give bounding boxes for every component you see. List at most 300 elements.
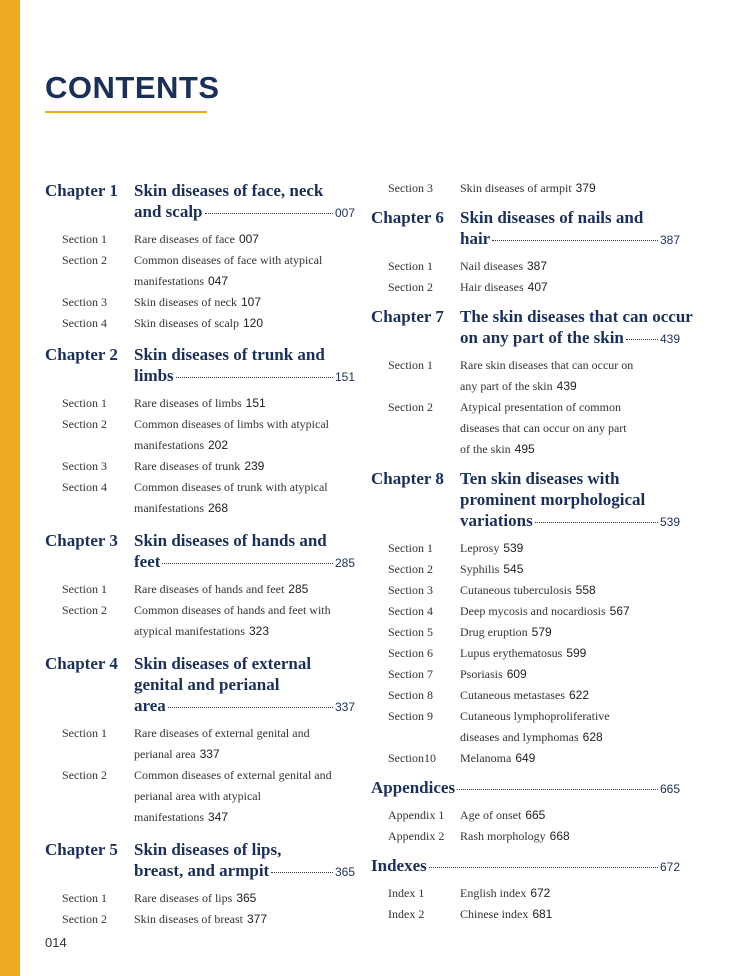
section-body [460,256,680,277]
section-list [371,538,680,769]
section-list [45,393,355,519]
section-entry [371,883,680,904]
chapter-title-entry-line [134,860,355,883]
section-label: Section 2 [62,253,107,267]
section-label: Section 8 [388,688,433,702]
section-page-number: 337 [199,747,220,761]
chapter-entry [45,180,355,224]
section-page-number: 347 [207,810,229,824]
section-body [460,904,680,925]
dot-leader [176,377,333,378]
section-list [45,229,355,334]
section-body [460,805,680,826]
chapter-entry [45,653,355,718]
dot-leader [535,522,658,523]
section-text: Rash morphology [460,829,546,843]
chapter-title-entry-line [134,201,355,224]
section-label: Index 1 [388,886,425,900]
section-text: manifestations [134,501,204,515]
section-entry-line [134,807,355,828]
section-body [460,826,680,847]
section-label: Section 3 [388,583,433,597]
chapter-entry [371,468,680,533]
dot-leader [429,867,658,868]
section-page-number: 377 [246,912,268,926]
dot-leader [162,563,333,564]
section-page-number: 285 [288,582,309,596]
chapter-title-entry-line [134,695,355,718]
section-entry-line [460,538,680,559]
section-body [134,909,355,930]
chapter-title [134,344,355,388]
chapter-title-page-number: 439 [659,332,680,346]
chapter-label: Chapter 8 [371,469,444,488]
section-body [460,397,680,460]
back-matter-page-number: 665 [659,782,680,796]
chapter-title-entry-line [134,551,355,574]
section-page-number: 268 [207,501,229,515]
chapter-label: Chapter 3 [45,531,118,550]
section-label: Section 4 [62,316,107,330]
section-entry-line [460,904,680,925]
section-entry-line [134,456,355,477]
chapter-label: Chapter 4 [45,654,118,673]
section-text: Deep mycosis and nocardiosis [460,604,606,618]
back-matter-title-text: Indexes [371,856,427,875]
back-matter-list [371,805,680,847]
section-entry-line [134,621,355,642]
section-text: Rare diseases of face [134,232,235,246]
section-page-number: 151 [245,396,266,410]
section-body [460,643,680,664]
section-text: Rare diseases of limbs [134,396,242,410]
section-entry [371,706,680,748]
section-body [460,601,680,622]
chapter-title-text: Skin diseases of nails and [460,208,644,227]
section-text: atypical manifestations [134,624,245,638]
toc-left-column [45,180,355,930]
section-body [460,277,680,298]
chapter-title-text: on any part of the skin [460,328,624,347]
section-entry [371,904,680,925]
section-list [45,888,355,930]
section-label: Section 2 [388,400,433,414]
section-label: Section 3 [62,295,107,309]
section-list [45,723,355,828]
section-entry [45,414,355,456]
title-underline [45,111,207,113]
section-body [460,706,680,748]
section-text: Hair diseases [460,280,524,294]
section-text: Chinese index [460,907,529,921]
chapter-title-text: variations [460,511,533,530]
chapter-label: Chapter 2 [45,345,118,364]
section-entry-line [134,313,355,334]
section-text: Skin diseases of armpit [460,181,572,195]
chapter-title-page-number: 285 [334,556,355,570]
section-text: Rare diseases of hands and feet [134,582,285,596]
chapter-title-page-number: 365 [334,865,355,879]
section-entry [45,765,355,828]
section-page-number: 579 [531,625,552,639]
section-entry [45,229,355,250]
section-entry [371,601,680,622]
dot-leader [168,707,333,708]
section-body [134,292,355,313]
section-page-number: 649 [515,751,536,765]
section-entry [45,250,355,292]
section-list [371,355,680,460]
section-entry-line [134,292,355,313]
page-number: 014 [45,935,67,950]
section-entry-line [460,883,680,904]
section-entry-line [134,271,355,292]
section-body [460,538,680,559]
section-entry-line [134,393,355,414]
section-page-number: 202 [207,438,229,452]
section-entry [371,826,680,847]
section-label: Section 5 [388,625,433,639]
chapter-title [460,306,693,350]
chapter-entry [45,530,355,574]
chapter-title-text: hair [460,229,491,248]
section-page-number: 323 [248,624,269,638]
section-text: Nail diseases [460,259,523,273]
section-text: Cutaneous metastases [460,688,565,702]
chapter-title-page-number: 151 [334,370,355,384]
section-label: Section 2 [62,417,107,431]
section-entry-line [134,888,355,909]
chapter-title-page-number: 387 [659,233,680,247]
section-body [134,888,355,909]
section-text: Rare diseases of external genital and [134,726,310,740]
chapter-title-text: Skin diseases of lips, [134,840,282,859]
back-matter-title [371,855,680,878]
section-label: Section 2 [62,603,107,617]
chapter-title-text: limbs [134,366,174,385]
section-entry-line [460,805,680,826]
chapter-title-text: breast, and armpit [134,861,270,880]
section-entry-line [460,256,680,277]
chapter-title-entry-line [460,510,680,533]
chapter-entry [371,207,680,251]
section-body [134,765,355,828]
chapter-title-text: area [134,696,166,715]
section-entry [371,397,680,460]
section-entry [45,723,355,765]
chapter-title-text: Skin diseases of trunk and [134,345,325,364]
section-label: Section 1 [62,232,107,246]
chapter-title-text: prominent morphological [460,490,646,509]
section-text: Common diseases of trunk with atypical [134,480,328,494]
section-entry-line [460,559,680,580]
section-text: perianal area [134,747,196,761]
section-label: Section 2 [388,562,433,576]
section-body [134,250,355,292]
accent-side-bar [0,0,20,976]
section-page-number: 387 [526,259,548,273]
section-text: Skin diseases of neck [134,295,237,309]
section-text: manifestations [134,810,204,824]
section-label: Section 7 [388,667,433,681]
chapter-title [460,207,680,251]
section-page-number: 567 [609,604,630,618]
section-body [460,580,680,601]
section-text: English index [460,886,527,900]
section-text: Syphilis [460,562,500,576]
chapter-title-page-number: 539 [659,515,680,529]
chapter-entry [45,344,355,388]
section-label: Section 1 [62,726,107,740]
section-text: Melanoma [460,751,512,765]
chapter-title-text: The skin diseases that can occur [460,307,693,326]
section-entry [45,456,355,477]
section-label: Section 1 [388,259,433,273]
section-text: Rare diseases of lips [134,891,233,905]
dot-leader [271,872,333,873]
section-entry [371,685,680,706]
section-entry-line [460,277,680,298]
chapter-title-entry-line [460,228,680,251]
back-matter-list [371,883,680,925]
section-entry [371,178,680,199]
section-label: Section 3 [388,181,433,195]
section-entry [45,292,355,313]
section-text: diseases and lymphomas [460,730,579,744]
section-entry-line [460,580,680,601]
section-page-number: 107 [240,295,262,309]
section-text: Psoriasis [460,667,503,681]
section-page-number: 047 [207,274,229,288]
chapter-label: Chapter 1 [45,181,118,200]
section-entry-line [460,727,680,748]
section-text: Rare diseases of trunk [134,459,241,473]
section-page-number: 495 [514,442,535,456]
section-text: Drug eruption [460,625,528,639]
section-body [460,559,680,580]
section-entry-line [460,601,680,622]
section-page-number: 007 [238,232,259,246]
section-text: Cutaneous lymphoproliferative [460,709,610,723]
section-label: Appendix 2 [388,829,445,843]
dot-leader [205,213,333,214]
section-entry [45,313,355,334]
chapter-title [134,653,355,718]
section-entry-line [460,748,680,769]
section-entry-line [134,744,355,765]
section-list [371,256,680,298]
section-text: Common diseases of face with atypical [134,253,323,267]
section-label: Section 9 [388,709,433,723]
section-text: manifestations [134,274,204,288]
section-text: Cutaneous tuberculosis [460,583,572,597]
chapter-title-text: feet [134,552,161,571]
section-body [460,748,680,769]
chapter-label: Chapter 6 [371,208,444,227]
section-label: Section 1 [62,891,107,905]
dot-leader [626,339,658,340]
chapter-title-page-number: 337 [334,700,355,714]
section-entry [371,643,680,664]
chapter-title [134,839,355,883]
section-text: Rare skin diseases that can occur on [460,358,634,372]
section-label: Section 1 [388,358,433,372]
section-page-number: 539 [503,541,524,555]
chapter-title-text: Skin diseases of face, neck [134,181,324,200]
section-entry-line [460,178,680,199]
back-matter-page-number: 672 [659,860,680,874]
section-label: Section 1 [388,541,433,555]
section-entry-line [134,435,355,456]
section-body [134,393,355,414]
section-label: Section10 [388,751,436,765]
chapter-title [134,530,355,574]
section-text: Leprosy [460,541,500,555]
section-entry [371,559,680,580]
section-body [460,178,680,199]
section-text: Lupus erythematosus [460,646,563,660]
section-label: Section 2 [62,912,107,926]
section-text: perianal area with atypical [134,789,261,803]
chapter-label: Chapter 7 [371,307,444,326]
section-text: diseases that can occur on any part [460,421,627,435]
dot-leader [492,240,658,241]
section-page-number: 407 [527,280,548,294]
section-label: Section 4 [388,604,433,618]
section-entry-line [460,826,680,847]
section-label: Appendix 1 [388,808,445,822]
chapter-title-text: Ten skin diseases with [460,469,620,488]
back-matter-entry [371,777,680,800]
section-list [45,579,355,642]
chapter-title-text: and scalp [134,202,203,221]
section-entry-line [134,498,355,519]
section-entry-line [460,664,680,685]
section-body [134,579,355,600]
chapter-title-text: genital and perianal [134,675,280,694]
section-body [134,723,355,765]
section-entry [371,580,680,601]
section-entry [371,355,680,397]
section-entry [371,805,680,826]
section-label: Section 4 [62,480,107,494]
page-title: CONTENTS [45,70,220,105]
section-entry-line [460,439,680,460]
chapter-entry [371,306,693,350]
section-entry [45,600,355,642]
chapter-title-page-number: 007 [334,206,355,220]
chapter-title [134,180,355,224]
section-body [460,622,680,643]
section-label: Section 6 [388,646,433,660]
section-entry [371,277,680,298]
section-body [134,456,355,477]
section-entry [371,622,680,643]
section-page-number: 668 [549,829,570,843]
section-page-number: 558 [575,583,596,597]
section-text: Skin diseases of breast [134,912,243,926]
section-page-number: 665 [525,808,546,822]
section-label: Section 2 [62,768,107,782]
section-entry [45,393,355,414]
section-text: Common diseases of hands and feet with [134,603,331,617]
section-body [134,229,355,250]
section-text: Atypical presentation of common [460,400,621,414]
section-page-number: 609 [506,667,527,681]
section-text: manifestations [134,438,204,452]
section-page-number: 545 [503,562,524,576]
section-page-number: 672 [530,886,551,900]
section-entry [371,256,680,277]
section-entry-line [460,376,680,397]
section-page-number: 379 [575,181,596,195]
section-text: Common diseases of limbs with atypical [134,417,329,431]
chapter-title-entry-line [134,365,355,388]
section-text: Common diseases of external genital and [134,768,332,782]
section-body [134,600,355,642]
section-page-number: 120 [242,316,264,330]
section-entry [45,909,355,930]
chapter-label: Chapter 5 [45,840,118,859]
section-label: Section 2 [388,280,433,294]
section-text: of the skin [460,442,511,456]
section-page-number: 681 [532,907,553,921]
chapter-title-text: Skin diseases of hands and [134,531,327,550]
section-body [134,477,355,519]
section-text: Skin diseases of scalp [134,316,239,330]
section-body [460,664,680,685]
section-label: Section 3 [62,459,107,473]
section-body [460,355,680,397]
section-entry-line [134,579,355,600]
section-page-number: 599 [566,646,587,660]
chapter-title-text: Skin diseases of external [134,654,312,673]
section-entry [371,538,680,559]
section-entry-line [134,229,355,250]
chapter-title-entry-line [460,327,680,350]
back-matter-entry [371,855,680,878]
section-entry [45,579,355,600]
back-matter-title-text: Appendices [371,778,456,797]
section-page-number: 628 [582,730,603,744]
section-label: Index 2 [388,907,425,921]
chapter-title [460,468,680,533]
section-entry-line [460,685,680,706]
back-matter-title [371,777,680,800]
section-page-number: 365 [236,891,257,905]
section-body [134,414,355,456]
section-entry-line [460,643,680,664]
section-page-number: 622 [568,688,590,702]
section-entry [45,888,355,909]
section-page-number: 239 [244,459,265,473]
section-label: Section 1 [62,396,107,410]
dot-leader [457,789,658,790]
section-entry-line [134,909,355,930]
section-body [460,685,680,706]
section-text: any part of the skin [460,379,553,393]
chapter-entry [45,839,355,883]
section-entry [371,664,680,685]
section-body [460,883,680,904]
section-entry [371,748,680,769]
section-entry-line [460,622,680,643]
section-page-number: 439 [556,379,577,393]
section-body [134,313,355,334]
toc-right-column [371,178,693,925]
section-entry [45,477,355,519]
section-label: Section 1 [62,582,107,596]
